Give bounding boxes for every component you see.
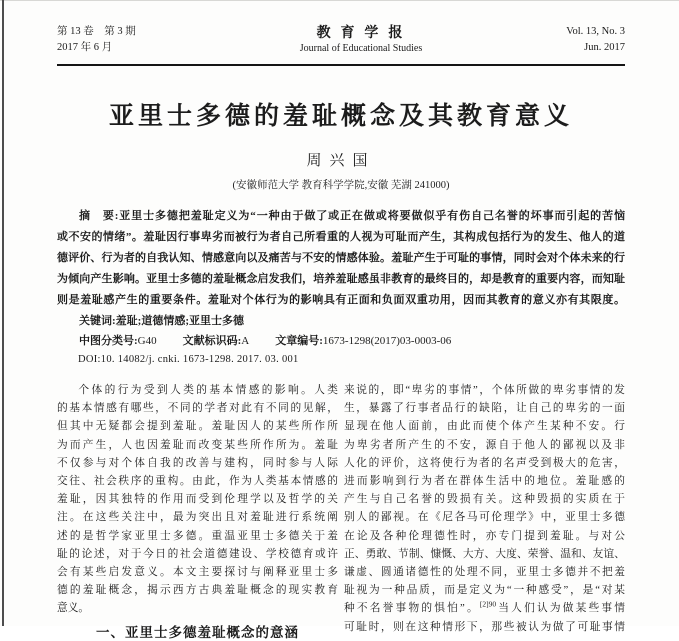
header-volume-en-block: [505, 24, 625, 56]
body-text-line: 不仅参与对个体自我的改善与建构，同时参与人际: [57, 456, 338, 469]
body-text-line: 交往、社会秩序的重构。由此，作为人类基本情感的: [57, 475, 338, 488]
body-text-line: 德的羞耻概念，揭示西方古典羞耻概念的现实教育: [57, 584, 338, 597]
journal-name-en: Journal of Educational Studies: [299, 43, 423, 54]
body-text-line: 谦虚、圆通诸德性的处理不同，亚里士多德并不把羞: [344, 566, 625, 579]
body-text-line: 会有某些启发意义。本文主要探讨与阐释亚里士多: [57, 566, 338, 579]
author-affiliation: (安徽师范大学 教育科学学院,安徽 芜湖 241000): [232, 180, 450, 191]
scan-top-edge: [0, 0, 679, 1]
section-heading: 一、亚里士多德羞耻概念的意涵: [96, 624, 299, 640]
body-text-line: 可耻时，则在这种情形下，那些被认为做了可耻事情: [344, 620, 625, 633]
body-text-line: 来说的，即“卑劣的事情”，个体所做的卑劣事情的发: [344, 384, 625, 396]
abstract-line: 摘 要:亚里士多德把羞耻定义为“一种由于做了或正在做或将要做似乎有伤自己名誉的坏事而引起的苦恼: [79, 210, 625, 222]
body-text-line: 耻的论述，对于今日的社会道德建设、学校德育或许: [57, 547, 338, 560]
body-text-line: 产生与自己名誉的毁损有关。这种毁损的实质在于: [344, 493, 625, 506]
right-column: [344, 381, 625, 637]
abstract-line: 或不安的情绪”。羞耻因行事卑劣而被行为者自己所看重的人视为可耻而产生，其构成包括行为的发生、他人的道: [57, 231, 625, 243]
header-volume-block: [57, 24, 217, 56]
abstract-line: 为倾向产生影响。亚里士多德的羞耻概念启发我们，培养羞耻感虽非教育的最终目的，却是教育的重要内容，而知耻: [57, 273, 625, 285]
doc-code-value: A: [241, 335, 250, 347]
journal-name-cn: 教 育 学 报: [316, 24, 406, 40]
body-text-line: 显现在他人面前，由此而使个体产生某种不安。行: [344, 420, 625, 433]
doc-code-label: 文献标识码:: [182, 335, 242, 347]
body-text-line: 述的是哲学家亚里士多德。重温亚里士多德关于羞: [57, 529, 338, 542]
article-no-label: 文章编号:: [275, 335, 323, 347]
body-text-line: [344, 599, 625, 617]
keywords-line: 关键词:羞耻;道德情感;亚里士多德: [79, 315, 244, 327]
body-text-line: 的基本情感有哪些，不同的学者对此有不同的见解，: [57, 402, 338, 415]
body-text-line: 生，暴露了行事者品行的缺陷，让自己的卑劣的一面: [344, 402, 625, 415]
left-column: [57, 381, 338, 640]
date-cn: 2017 年 6 月: [57, 42, 113, 53]
body-text-line: 在论及各种伦理德性时，亦专门提到羞耻。与对公: [344, 529, 625, 542]
body-text-line: 耻视为一种品质，而是定义为“一种感受”，是“对某: [344, 584, 625, 597]
body-text-line: 人化的评价，这将使行为者的名声受到极大的危害，: [344, 456, 625, 469]
abstract-line: 则是羞耻感产生的重要条件。羞耻对个体行为的影响具有正面和负面双重功用，因而其教育的意义亦有其限度。: [57, 294, 625, 306]
body-text-line: 进而影响到行为者在群体生活中的地位。羞耻感的: [344, 475, 625, 488]
article-title: 亚里士多德的羞耻概念及其教育意义: [108, 102, 573, 130]
volume-issue-cn: 第 13 卷 第 3 期: [57, 26, 136, 37]
body-text-line: 但其中无疑都会提到羞耻。羞耻因人的某些所作所: [57, 420, 338, 433]
sup-line-before: 种不名誉事物的惧怕”。: [344, 602, 480, 615]
date-en: Jun. 2017: [584, 42, 625, 53]
citation-ref: [2]90: [479, 599, 497, 609]
article-no-value: 1673-1298(2017)03-0003-06: [322, 335, 452, 347]
body-text-line: 别人的鄙视。在《尼各马可伦理学》中，亚里士多德: [344, 511, 625, 524]
article-body: [57, 381, 625, 640]
body-text-line: 正、勇敢、节制、慷慨、大方、大度、荣誉、温和、友谊、: [344, 547, 625, 560]
body-text-line: 为卑劣者所产生的不安，源自于他人的鄙视以及非: [344, 438, 625, 451]
abstract-block: [57, 206, 625, 311]
body-text-line: 注。在这些关注中，最为突出且对羞耻进行系统阐: [57, 511, 338, 524]
clc-label: 中图分类号:: [79, 335, 138, 347]
header-divider-rule: [57, 64, 625, 66]
classification-line: [57, 332, 625, 351]
body-text-line: 为而产生，人也因羞耻而改变某些所作所为。羞耻: [57, 438, 338, 451]
sup-line-after: 当人们认为做某些事情: [496, 602, 625, 615]
body-text-line: 羞耻，因其独特的作用而受到伦理学以及哲学的关: [57, 493, 338, 506]
scan-left-edge: [2, 0, 4, 626]
vol-no-en: Vol. 13, No. 3: [566, 26, 625, 37]
body-text-line: 个体的行为受到人类的基本情感的影响。人类: [78, 384, 338, 396]
header-journal-name-block: [217, 24, 505, 57]
article-author: 周兴国: [306, 153, 376, 169]
doi-line: DOI:10. 14082/j. cnki. 1673-1298. 2017. 03. 001: [78, 354, 299, 365]
body-text-line: 意义。: [57, 602, 90, 615]
abstract-line: 德评价、行为者的自我认知、情感意向以及痛苦与不安的情感体验。羞耻产生于可耻的事情，同时会对个体未来的行: [57, 252, 625, 264]
journal-header: [57, 24, 625, 57]
clc-value: G40: [137, 335, 157, 347]
